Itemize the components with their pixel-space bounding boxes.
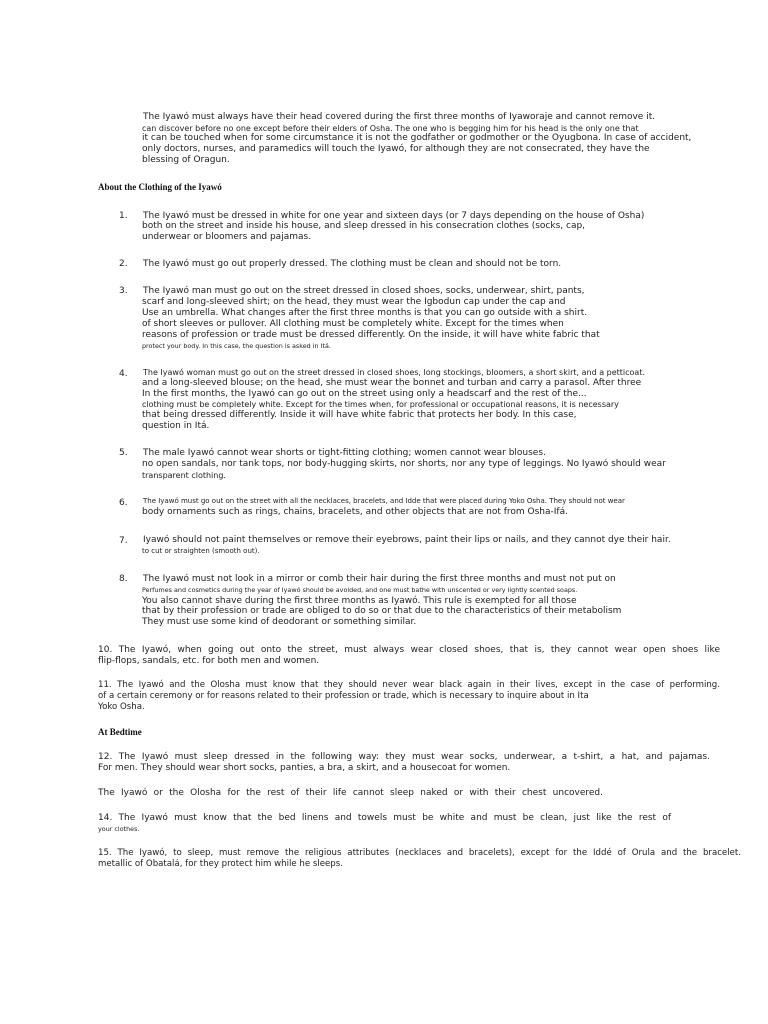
intro-line: The Iyawó must always have their head covered during the first three months of Iyaworaje and cannot remove it. <box>143 112 656 122</box>
list-item-line: that by their profession or trade are obliged to do so or that due to the characteristics of their metabolism <box>142 606 622 616</box>
list-item-line: body ornaments such as rings, chains, bracelets, and other objects that are not from Osha-Ifá. <box>142 507 568 517</box>
intro-line: only doctors, nurses, and paramedics will touch the Iyawó, for although they are not consecrated, they have the <box>142 144 650 154</box>
list-item-line: They must use some kind of deodorant or something similar. <box>142 617 417 627</box>
list-item-number: 7. <box>119 536 128 546</box>
paragraph-line: For men. They should wear short socks, panties, a bra, a skirt, and a housecoat for women. <box>98 763 511 773</box>
paragraph-line: of a certain ceremony or for reasons related to their profession or trade, which is necessary to inquire about in Ita <box>98 691 589 701</box>
paragraph-14 <box>98 813 671 835</box>
list-item-line: to cut or straighten (smooth out). <box>142 547 260 555</box>
list-item-line: Perfumes and cosmetics during the year of Iyawó should be avoided, and one must bathe with unscented or very lightly scented soaps. <box>142 586 578 594</box>
list-item-line: The Iyawó man must go out on the street dressed in closed shoes, socks, underwear, shirt, pants, <box>143 286 585 296</box>
list-item-line: clothing must be completely white. Except for the times when, for professional or occupational reasons, it is necessary <box>142 400 619 409</box>
list-item-line: The Iyawó must go out properly dressed. The clothing must be clean and should not be torn. <box>143 259 562 269</box>
paragraph-line: 12. The Iyawó must sleep dressed in the following way: they must wear socks, underwear, a t-shirt, a hat, and pajamas. <box>98 752 710 762</box>
list-item-line: and a long-sleeved blouse; on the head, she must wear the bonnet and turban and carry a parasol. After three <box>142 378 642 388</box>
paragraph-line: 15. The Iyawó, to sleep, must remove the religious attributes (necklaces and bracelets), except for the Iddé of Orula and the bracelet. <box>98 848 741 858</box>
list-item-line: The Iyawó must not look in a mirror or comb their hair during the first three months and must not put on <box>143 574 616 584</box>
list-item-line: In the first months, the Iyawó can go out on the street using only a headscarf and the rest of the... <box>142 389 587 399</box>
list-item-number: 6. <box>119 498 128 508</box>
list-item-line: Use an umbrella. What changes after the first three months is that you can go outside with a shirt. <box>142 308 588 318</box>
intro-line: can discover before no one except before their elders of Osha. The one who is begging him for his head is the only one that <box>142 124 639 133</box>
paragraph-line: 10. The Iyawó, when going out onto the street, must always wear closed shoes, that is, they cannot wear open shoes like <box>98 645 720 655</box>
list-item-line: The male Iyawó cannot wear shorts or tight-fitting clothing; women cannot wear blouses. <box>143 448 546 458</box>
list-item-line: underwear or bloomers and pajamas. <box>142 232 312 242</box>
paragraph-line: metallic of Obatalá, for they protect him while he sleeps. <box>98 859 343 869</box>
list-item-number: 8. <box>119 574 128 584</box>
list-item-number: 3. <box>119 286 128 296</box>
section-heading-bedtime: At Bedtime <box>98 727 142 737</box>
intro-line: it can be touched when for some circumstance it is not the godfather or godmother or the Oyugbona. In case of accident, <box>142 133 692 143</box>
list-item-line: no open sandals, nor tank tops, nor body-hugging skirts, nor shorts, nor any type of leggings. No Iyawó should wear <box>142 459 666 469</box>
list-item-number: 4. <box>119 369 128 379</box>
list-item-line: You also cannot shave during the first three months as Iyawó. This rule is exempted for all those <box>142 596 577 606</box>
list-item-line: both on the street and inside his house, and sleep dressed in his consecration clothes (socks, cap, <box>142 221 586 231</box>
paragraph-11 <box>98 680 720 713</box>
list-item-line: The Iyawó must go out on the street with all the necklaces, bracelets, and Idde that were placed during Yoko Osha. They should not wear <box>143 497 625 505</box>
list-item-line: of short sleeves or pullover. All clothing must be completely white. Except for the times when <box>142 319 564 329</box>
list-item-line: Iyawó should not paint themselves or remove their eyebrows, paint their lips or nails, and they cannot dye their hair. <box>143 535 671 545</box>
paragraph-13 <box>98 788 603 799</box>
list-item-line: transparent clothing. <box>142 471 226 480</box>
intro-line: blessing of Oragun. <box>142 155 230 165</box>
list-item-line: protect your body. In this case, the question is asked in Itá. <box>142 342 331 350</box>
list-item-number: 1. <box>119 211 128 221</box>
paragraph-line: your clothes. <box>98 825 140 833</box>
paragraph-line: 11. The Iyawó and the Olosha must know that they should never wear black again in their lives, except in the case of performing. <box>98 680 720 690</box>
paragraph-line: flip-flops, sandals, etc. for both men and women. <box>98 656 320 666</box>
paragraph-12 <box>98 752 710 774</box>
list-item-line: question in Itá. <box>142 421 210 431</box>
paragraph-line: The Iyawó or the Olosha for the rest of their life cannot sleep naked or with their chest uncovered. <box>98 788 603 798</box>
paragraph-10 <box>98 645 720 667</box>
list-item-line: that being dressed differently. Inside it will have white fabric that protects her body. In this case, <box>142 410 577 420</box>
list-item-line: The Iyawó woman must go out on the street dressed in closed shoes, long stockings, bloomers, a short skirt, and a petticoat. <box>143 368 646 377</box>
list-item-number: 2. <box>119 259 128 269</box>
paragraph-line: 14. The Iyawó must know that the bed linens and towels must be white and must be clean, just like the rest of <box>98 813 671 823</box>
list-item-line: scarf and long-sleeved shirt; on the head, they must wear the Igbodun cap under the cap and <box>142 297 566 307</box>
list-item-number: 5. <box>119 448 128 458</box>
list-item-line: The Iyawó must be dressed in white for one year and sixteen days (or 7 days depending on the house of Osha) <box>143 211 645 221</box>
paragraph-line: Yoko Osha. <box>98 702 145 712</box>
paragraph-15 <box>98 848 741 870</box>
list-item-line: reasons of profession or trade must be dressed differently. On the inside, it will have white fabric that <box>142 330 600 340</box>
section-heading-clothing: About the Clothing of the Iyawó <box>98 182 222 192</box>
